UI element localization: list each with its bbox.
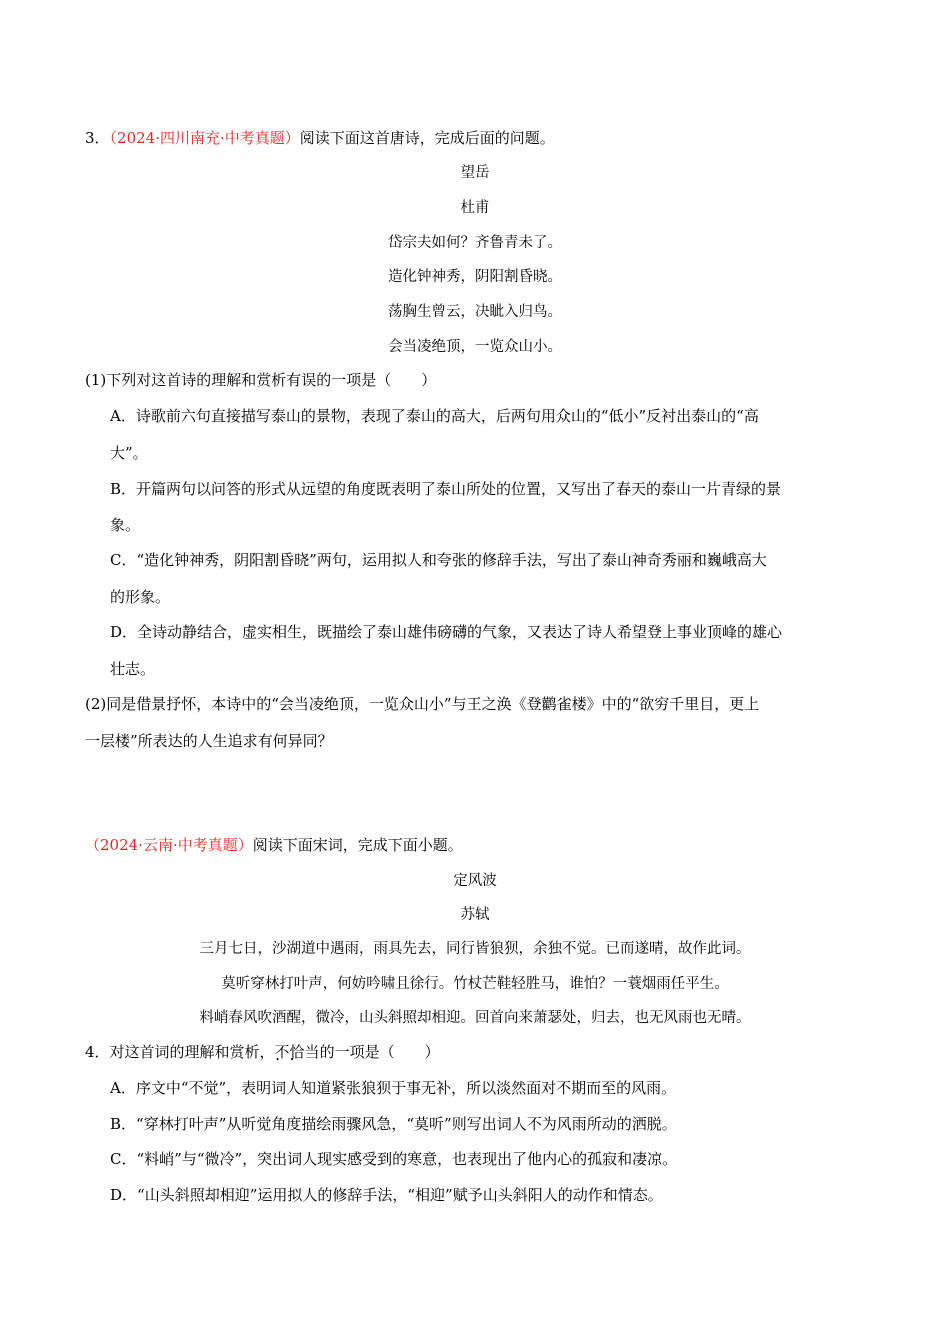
q3-number: 3． [85,129,110,147]
q4-poem-preface: 三月七日，沙湖道中遇雨，雨具先去，同行皆狼狈，余独不觉。已而遂晴，故作此词。 [199,941,751,957]
q4-stem [85,1042,440,1062]
q4-option-d: D．“山头斜照却相迎”运用拟人的修辞手法，“相迎”赋予山头斜阳人的动作和情态。 [110,1186,663,1204]
q4-option-a: A．序文中“不觉”，表明词人知道紧张狼狈于事无补，所以淡然面对不期而至的风雨。 [110,1079,677,1097]
q4-poem-author: 苏轼 [460,907,490,923]
q4-option-b: B．“穿林打叶声”从听觉角度描绘雨骤风急，“莫听”则写出词人不为风雨所动的洒脱。 [110,1115,677,1133]
q3-option-a-line-1: A．诗歌前六句直接描写泰山的景物，表现了泰山的高大，后两句用众山的“低小”反衬出泰山的“高 [110,407,759,425]
q3-option-c-line-2: 的形象。 [110,588,171,606]
q3-option-c-line-1: C．“造化钟神秀，阴阳割昏晓”两句，运用拟人和夸张的修辞手法，写出了泰山神奇秀丽和巍峨高大 [110,551,767,569]
q3-source: （2024·四川南充·中考真题） [109,129,300,147]
q3-option-b-line-2: 象。 [110,516,141,534]
q3-option-d-line-1: D．全诗动静结合，虚实相生，既描绘了泰山雄伟磅礴的气象，又表达了诗人希望登上事业顶峰的雄心 [110,623,783,641]
q4-header [85,835,463,855]
q4-stem-pre: 4．对这首词的理解和赏析， [85,1043,275,1061]
q4-poem-line-2: 料峭春风吹酒醒，微冷，山头斜照却相迎。回首向来萧瑟处，归去，也无风雨也无晴。 [199,1010,751,1026]
q3-poem-line-4: 会当凌绝顶，一览众山小。 [388,339,562,355]
q3-header [85,128,555,148]
q3-sub1-stem: (1)下列对这首诗的理解和赏析有误的一项是（ ） [85,371,437,389]
q3-instruction: 阅读下面这首唐诗，完成后面的问题。 [299,129,555,147]
q4-poem-line-1: 莫听穿林打叶声，何妨吟啸且徐行。竹杖芒鞋轻胜马，谁怕？一蓑烟雨任平生。 [221,976,729,992]
q3-poem-title: 望岳 [460,165,490,181]
q4-option-c: C．“料峭”与“微冷”，突出词人现实感受到的寒意，也表现出了他内心的孤寂和凄凉。 [110,1150,678,1168]
q3-poem-line-2: 造化钟神秀，阴阳割昏晓。 [388,269,562,285]
q4-poem-title: 定风波 [453,873,497,889]
q3-poem-author: 杜甫 [460,200,490,216]
q3-option-a-line-2: 大”。 [110,444,148,462]
q3-option-d-line-2: 壮志。 [110,660,156,678]
q3-option-b-line-1: B．开篇两句以问答的形式从远望的角度既表明了泰山所处的位置，又写出了春天的泰山一片青绿的景 [110,480,782,498]
q4-source: （2024·云南·中考真题） [85,836,253,854]
q3-sub2-line-1: (2)同是借景抒怀，本诗中的“会当凌绝顶，一览众山小”与王之涣《登鹳雀楼》中的“欲穷千里目，更上 [85,695,760,713]
q4-instruction: 阅读下面宋词，完成下面小题。 [252,836,463,854]
q3-sub2-line-2: 一层楼”所表达的人生追求有何异同？ [85,732,333,750]
q4-stem-emphasis: 不恰当 • • [275,1042,320,1062]
q3-poem-line-1: 岱宗夫如何？齐鲁青未了。 [388,235,562,251]
q4-stem-post: 的一项是（ ） [319,1043,440,1061]
q3-poem-line-3: 荡胸生曾云，决眦入归鸟。 [388,304,562,320]
